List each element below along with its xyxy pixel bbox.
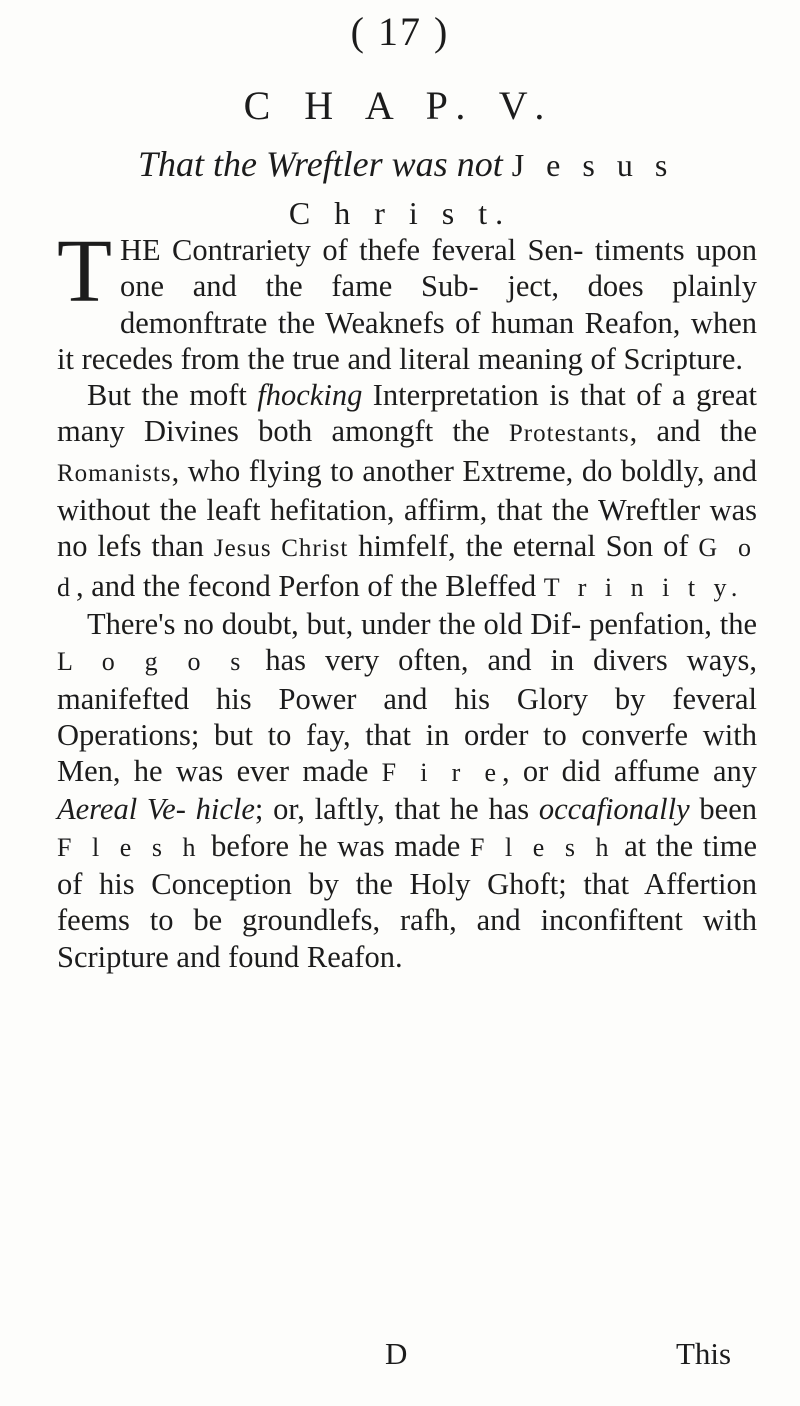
title-part-1: That the	[138, 144, 258, 184]
p3-flesh-2: F l e s h	[470, 832, 615, 862]
p2-a: But the moft	[87, 378, 258, 413]
p2-god: G o d	[57, 533, 758, 602]
p2-shocking: fhocking	[257, 378, 363, 413]
title-part-2: Wreftler	[266, 144, 383, 184]
p2-i: himfelf, the eternal Son of	[348, 529, 699, 564]
p3-e: , or did affume any	[502, 754, 757, 789]
chapter-title	[138, 140, 778, 237]
signature-mark: D	[385, 1336, 408, 1371]
p3-g: ; or, laftly, that he has	[254, 792, 539, 827]
title-christ: C h r i s t.	[288, 195, 512, 231]
p3-fire: F i r e	[381, 758, 503, 788]
p3-a: There's no doubt, but, under the old Dif- penfation, the	[87, 606, 757, 641]
p2-e: , and the	[629, 414, 757, 449]
p3-m: at the time of his Conception by the Holy Ghoft; that Affertion feems to be groundlefs, rafh, and inconfiftent with Scripture and found Reafon.	[57, 828, 758, 974]
p2-g: , who flying to another Extreme, do boldly, and without the leaft hefitation, affirm, that the Wreftler was no lefs than	[57, 453, 757, 564]
title-jesus: J e s u s	[511, 147, 675, 183]
p2-romanists: Romanists	[57, 459, 172, 487]
catchword: This	[676, 1336, 732, 1371]
p2-jesus-christ: Jesus Christ	[213, 535, 349, 563]
p3-i: been	[689, 792, 757, 827]
page-number: ( 17 )	[350, 9, 450, 54]
paragraph-1	[57, 222, 757, 377]
drop-capital: T	[57, 222, 112, 321]
title-part-4: not	[456, 144, 503, 184]
p3-aereal-vehicle: Aereal Ve- hicle	[57, 792, 255, 827]
p3-flesh-1: F l e s h	[57, 832, 202, 862]
p2-trinity: T r i n i t y.	[543, 572, 744, 602]
p2-protestants: Protestants	[508, 420, 630, 448]
p3-k: before he was made	[201, 828, 471, 863]
paragraph-3	[57, 606, 757, 975]
p2-c: Interpretation is that of a great many Divines both amongft the	[57, 378, 757, 449]
p3-c: has very often, and in divers ways, manifefted his Power and his Glory by feveral Operations; but to fay, that in order to converfe with Men, he was ever made	[57, 643, 757, 789]
p2-k: , and the fecond Perfon of the Bleffed	[76, 568, 544, 603]
paragraph-2	[57, 377, 757, 606]
p3-logos: L o g o s	[57, 647, 247, 677]
paragraph-1-text: HE Contrariety of thefe feveral Sen- timents upon one and the fame Sub- ject, does plainly demonftrate the Weaknefs of human Reafon, when it recedes from the true and literal meaning of Scripture.	[57, 233, 757, 376]
chapter-heading: C H A P. V.	[243, 83, 557, 128]
p3-occasionally: occafionally	[538, 792, 690, 827]
body-text	[57, 222, 758, 975]
title-part-3: was	[391, 144, 448, 184]
